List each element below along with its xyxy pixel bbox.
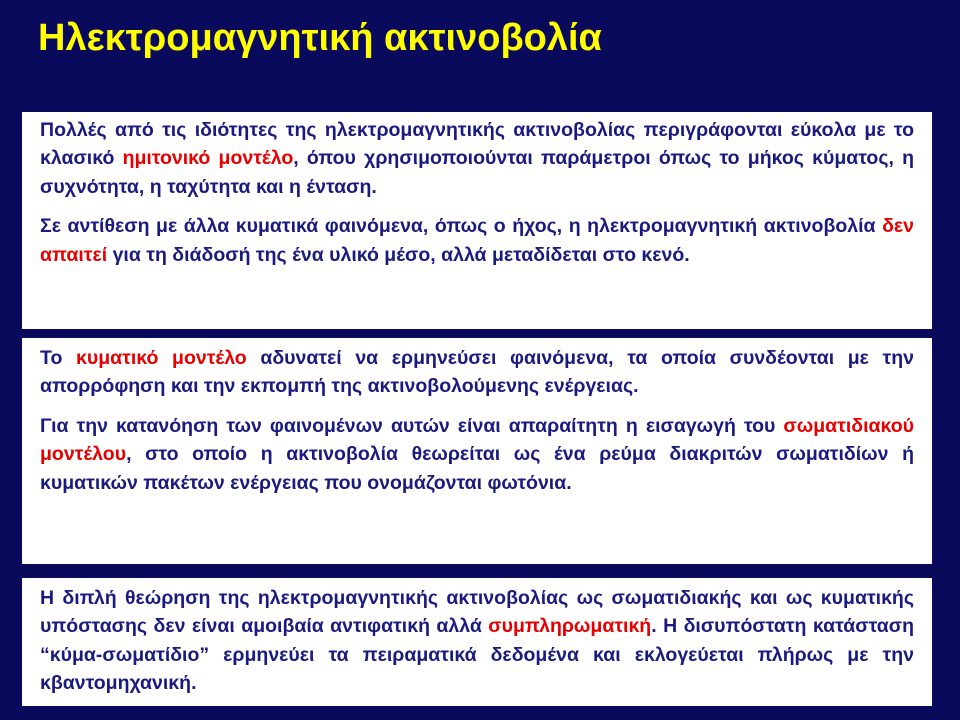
- text-segment: , στο οποίο η ακτινοβολία θεωρείται ως ένα ρεύμα διακριτών σωματιδίων ή κυματικών πακέτων ενέργειας που ονομάζονται φωτόνια.: [40, 443, 914, 494]
- paragraph-duality: [40, 584, 914, 698]
- text-segment: Για την κατανόηση των φαινομένων αυτών είναι απαραίτητη η εισαγωγή του: [40, 414, 784, 437]
- paragraph-wave-model-limits: [40, 344, 914, 401]
- highlight-complementary: συμπληρωματική: [488, 615, 652, 638]
- text-panel-wave-particle-duality: [22, 578, 932, 706]
- highlight-wave-model: κυματικό μοντέλο: [76, 347, 247, 369]
- text-panel-classical-model: [22, 112, 932, 329]
- text-segment: . Η δισυπόστατη κατάσταση “κύμα-σωματίδιο” ερμηνεύει τα πειραματικά δεδομένα και εκλογεύεται πλήρως με την κβαντομηχανική.: [40, 615, 915, 695]
- text-segment: Σε αντίθεση με άλλα κυματικά φαινόμενα, όπως ο ήχος, η ηλεκτρομαγνητική ακτινοβολία: [40, 215, 883, 238]
- text-segment: Η διπλή θεώρηση της ηλεκτρομαγνητικής ακτινοβολίας ως σωματιδιακής και ως κυματικής υπόστασης δεν είναι αμοιβαία αντιφατική αλλά: [40, 587, 914, 638]
- text-segment: αδυνατεί να ερμηνεύσει φαινόμενα, τα οποία συνδέονται με την απορρόφηση και την εκπομπή της ακτινοβολούμενης ενέργειας.: [40, 347, 914, 398]
- text-segment: Το: [40, 347, 76, 369]
- paragraph-sinusoidal-model: [40, 116, 914, 201]
- highlight-does-not-require: δεν απαιτεί: [40, 215, 914, 266]
- paragraph-vacuum-propagation: [40, 212, 914, 269]
- paragraph-photons: [40, 412, 914, 497]
- slide-title: Ηλεκτρομαγνητική ακτινοβολία: [38, 17, 602, 59]
- highlight-sinusoidal-model: ημιτονικό μοντέλο: [122, 147, 294, 170]
- text-panel-particle-model: [22, 338, 932, 564]
- text-segment: για τη διάδοσή της ένα υλικό μέσο, αλλά μεταδίδεται στο κενό.: [107, 243, 690, 266]
- text-segment: Πολλές από τις ιδιότητες της ηλεκτρομαγνητικής ακτινοβολίας περιγράφονται εύκολα με το κλασικό: [40, 119, 914, 170]
- highlight-particle-model: σωματιδιακού μοντέλου: [40, 414, 914, 466]
- text-segment: , όπου χρησιμοποιούνται παράμετροι όπως το μήκος κύματος, η συχνότητα, η ταχύτητα και η ένταση.: [40, 147, 915, 198]
